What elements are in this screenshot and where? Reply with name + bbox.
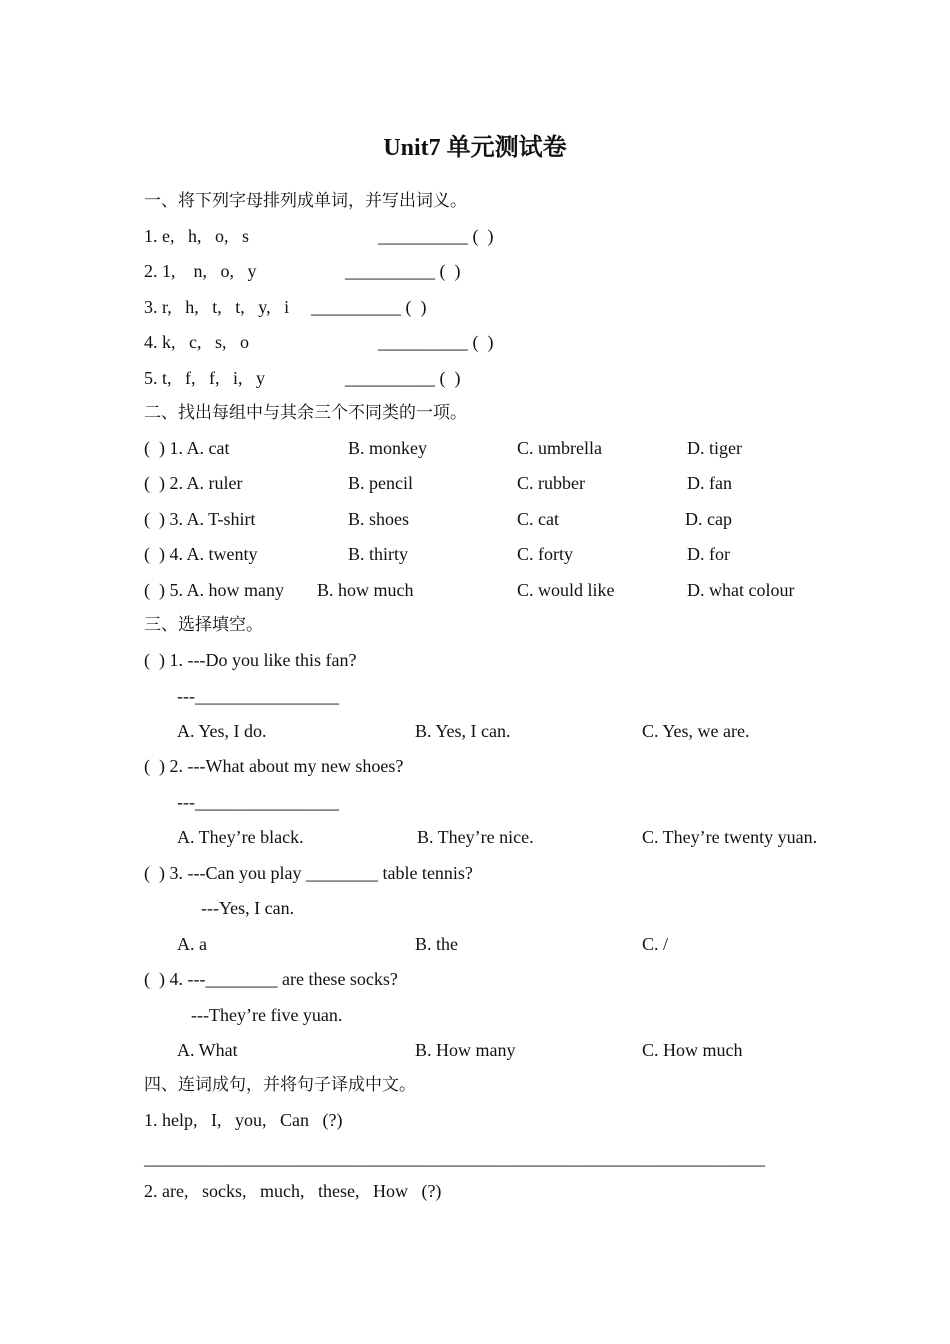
s2-row2-option-d: D. fan [687,473,732,493]
s2-row3-option-d: D. cap [685,509,732,529]
s2-row5-option-c: C. would like [517,580,615,600]
s1-item3-answer: __________ ( ) [311,297,427,317]
s4-item1-words: 1. help, I, you, Can (?) [144,1110,343,1130]
s2-row1-option-a: ( ) 1. A. cat [144,438,230,458]
s3-q1-option-b: B. Yes, I can. [415,721,511,741]
section3-heading: 三、选择填空。 [144,615,263,635]
s3-q3-reply: ---Yes, I can. [201,898,295,918]
s3-q3-option-a: A. a [177,934,207,954]
s3-q2-option-b: B. They’re nice. [417,827,534,847]
s3-q4-reply: ---They’re five yuan. [191,1005,343,1025]
s3-q1-option-a: A. Yes, I do. [177,721,267,741]
s2-row1-option-b: B. monkey [348,438,427,458]
s1-item5-letters: 5. t, f, f, i, y [144,368,265,388]
s3-q3-question: ( ) 3. ---Can you play ________ table tennis? [144,863,473,883]
page-title: Unit7 单元测试卷 [383,135,567,161]
s2-row2-option-a: ( ) 2. A. ruler [144,473,243,493]
s3-q3-option-c: C. / [642,934,669,954]
s4-item1-answer-line: _____________________________________________________________________ [144,1148,765,1168]
s3-q2-option-a: A. They’re black. [177,827,304,847]
s3-q3-option-b: B. the [415,934,458,954]
s1-item2-letters: 2. 1, n, o, y [144,261,257,281]
s1-item1-answer: __________ ( ) [378,226,494,246]
s2-row4-option-d: D. for [687,544,730,564]
s2-row4-option-b: B. thirty [348,544,409,564]
s3-q2-option-c: C. They’re twenty yuan. [642,827,818,847]
s1-item3-letters: 3. r, h, t, t, y, i [144,297,290,317]
s1-item5-answer: __________ ( ) [345,368,461,388]
s2-row4-option-a: ( ) 4. A. twenty [144,544,258,564]
s2-row3-option-b: B. shoes [348,509,410,529]
s4-item2-words: 2. are, socks, much, these, How (?) [144,1181,442,1201]
s3-q4-option-c: C. How much [642,1040,743,1060]
s2-row1-option-c: C. umbrella [517,438,602,458]
s1-item1-letters: 1. e, h, o, s [144,226,249,246]
s1-item2-answer: __________ ( ) [345,261,461,281]
section4-heading: 四、连词成句，并将句子译成中文。 [144,1075,416,1095]
s2-row3-option-c: C. cat [517,509,559,529]
s3-q4-option-a: A. What [177,1040,238,1060]
s2-row2-option-c: C. rubber [517,473,585,493]
section1-heading: 一、将下列字母排列成单词，并写出词义。 [144,191,467,211]
s3-q1-reply: ---________________ [177,686,339,706]
s3-q1-option-c: C. Yes, we are. [642,721,750,741]
s3-q4-option-b: B. How many [415,1040,516,1060]
s3-q2-question: ( ) 2. ---What about my new shoes? [144,756,404,776]
s2-row5-option-b: B. how much [317,580,414,600]
s1-item4-answer: __________ ( ) [378,332,494,352]
s2-row5-option-a: ( ) 5. A. how many [144,580,284,600]
s1-item4-letters: 4. k, c, s, o [144,332,249,352]
s3-q2-reply: ---________________ [177,792,339,812]
s3-q1-question: ( ) 1. ---Do you like this fan? [144,650,357,670]
s2-row2-option-b: B. pencil [348,473,413,493]
s2-row4-option-c: C. forty [517,544,573,564]
section2-heading: 二、找出每组中与其余三个不同类的一项。 [144,403,467,423]
s2-row3-option-a: ( ) 3. A. T-shirt [144,509,256,529]
s2-row5-option-d: D. what colour [687,580,795,600]
s3-q4-question: ( ) 4. ---________ are these socks? [144,969,398,989]
s2-row1-option-d: D. tiger [687,438,742,458]
